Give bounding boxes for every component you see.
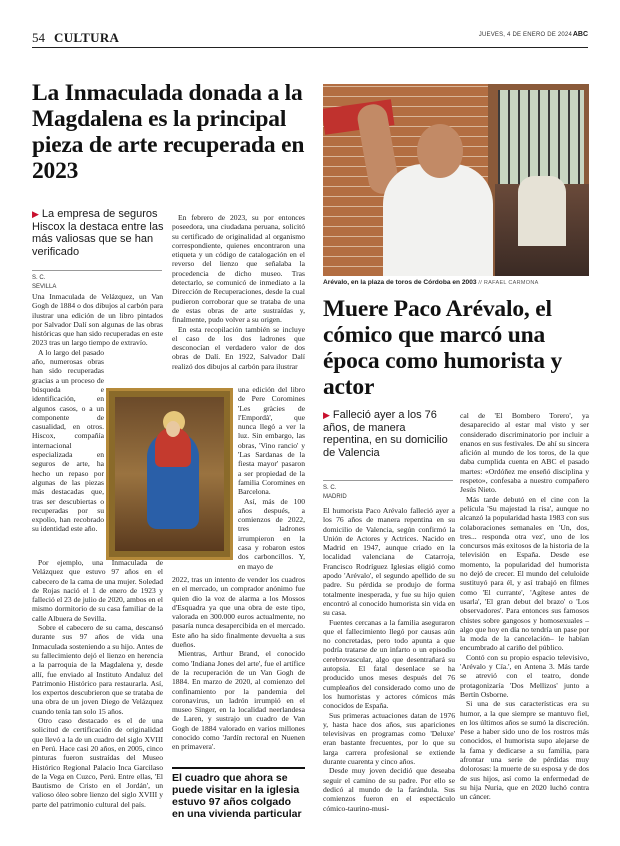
article2-subheadline — [323, 409, 455, 459]
caption-text: Arévalo, en la plaza de toros de Córdoba en 2003 — [323, 279, 477, 286]
inmaculada-painting-image — [106, 388, 233, 560]
paragraph: Sobre el cabecero de su cama, descansó durante sus 97 años de vida una Inmaculada sosteniendo a su hijo. Antes de su fallecimiento dejó el lienzo en herencia a la parroquia de la Magdalena y, desde allí, fue enviado al Instituto Andaluz del Patrimonio Histórico para restaurarla. Así, los expertos descubrieron que se trataba de una obra de un joven Diego de Velázquez cuando tenía tan solo 15 años. — [32, 623, 163, 716]
bullet-triangle-icon: ▶ — [323, 410, 330, 420]
photo-credit: RAFAEL CARMONA — [483, 280, 539, 286]
arevalo-photo-image — [323, 84, 589, 276]
article2-subheadline-text: Falleció ayer a los 76 años, de manera repentina, en su domicilio de Valencia — [323, 409, 448, 459]
article1-column-b — [172, 213, 305, 371]
article2-location: MADRID — [323, 494, 347, 500]
article2-column-d — [460, 411, 589, 801]
article2-author: S. C. — [323, 485, 337, 491]
paragraph: Por ejemplo, una Inmaculada de Velázquez que estuvo 97 años en el cabecero de la cama de una mujer. Soledad de Rojas nació el 1 de enero de 1923 y falleció el 23 de julio de 2020, ambos en el mismo dormitorio de su casa familiar de la calle Albuera de Sevilla. — [32, 558, 163, 623]
paragraph: cal de 'El Bombero Torero', ya desaparecido al estar mal visto y ser considerado discriminatorio por incluir a enanos en sus festivales. De ahí su sincera afición al mundo de los toros, de la que daba cumplida cuenta en ABC el pasado martes: «Ordóñez me enseñó disciplina y respeto», confesaba a nuestro compañero Jesús Nieto. — [460, 411, 589, 495]
article1-column-b2 — [238, 385, 305, 571]
article1-pull-quote: El cuadro que ahora se puede visitar en la iglesia estuvo 97 años colgado en una vivienda particular — [172, 767, 305, 820]
paragraph: Otro caso destacado es el de una solicitud de certificación de originalidad que llevó a la de un cuadro del siglo XVIII en Perú. Hace casi 20 años, en 2005, cinco pinturas fueron sustraídas del Museo Histórico Regional Palacio Inca Garcilaso de la Vega en Cuzco, Perú. Entre ellas, 'El Bautismo de Cristo en el Jordán', un valioso óleo sobre lienzo del siglo XVIII y parte del patrimonio cultural del país. — [32, 716, 163, 809]
paragraph: El humorista Paco Arévalo falleció ayer a los 76 años de manera repentina en su domicilio de Valencia, según confirmó la Unión de Actores y Actrices. Nacido en Madrid en 1947, aunque criado en la localidad valenciana de Catarroja, Francisco Rodríguez Iglesias eligió como apodo 'Arévalo', el segundo apellido de su padre. Su pérdida se produjo de forma totalmente inesperada, y fue su hijo quien encontró al conocido humorista sin vida en su casa. — [323, 506, 455, 618]
painting-canvas — [115, 397, 224, 551]
paragraph: Contó con su propio espacio televisivo, 'Arévalo y Cía.', en Antena 3. Más tarde se atrevió con el teatro, donde protagonizaría 'Dos Mellizos' junto a Bertín Osborne. — [460, 652, 589, 699]
issue-date: JUEVES, 4 DE ENERO DE 2024 — [478, 32, 572, 38]
head-shape — [417, 124, 463, 178]
page-header — [32, 30, 588, 46]
article1-byline — [32, 270, 162, 292]
article1-location: SEVILLA — [32, 284, 57, 290]
article2-byline — [323, 480, 453, 502]
caption-separator: // — [478, 280, 484, 286]
header-rule — [32, 47, 588, 48]
brand-logo: ABC — [572, 31, 588, 38]
article2-column-c — [323, 506, 455, 813]
paragraph: Una Inmaculada de Velázquez, un Van Gogh de 1884 o dos dibujos al carbón para ilustrar una edición de un libro pintados por Salvador Dalí son algunas de las obras históricas que han sido recuperadas en este 2023 tras un largo tiempo de extravío. — [32, 292, 163, 348]
paragraph: Desde muy joven decidió que deseaba seguir el camino de su padre. Por ello se dedicó al mundo de la farándula. Sus comienzos fueron en el espectáculo cómico-taurino-musi- — [323, 766, 455, 813]
paragraph: 2022, tras un intento de vender los cuadros en el mercado, un comprador anónimo fue quien dio la voz de alarma a los Mossos d'Esquadra ya que una obra de este tipo, valorada en 300.000 euros actualmente, no pasaría nunca desapercibida en el mercado. Este año ha sido finalmente devuelta a sus dueños. — [172, 575, 305, 650]
paragraph: A lo largo del pasado año, numerosas obras han sido recuperadas gracias a un proceso de búsqueda e identificación, en algunos casos, o a un componente de casualidad, en otros. Hiscox, compañía internacional especializada en seguros de arte, ha hecho un repaso por algunas de las piezas más destacadas que, tras ser descubiertas o recuperadas por su expolio, han recobrado su identidad este año. — [32, 347, 104, 534]
article1-subheadline — [32, 208, 168, 258]
paragraph: Más tarde debutó en el cine con la película 'Su majestad la risa', aunque no alcanzó la popularidad hasta 1983 con sus colaboraciones semanales en 'Un, dos, tres... responda otra vez', uno de los concursos más exitosos de la historia de la televisión en España. Desde ese momento, la popularidad del humorista no dejó de crecer. El mundo del celuloide sustituyó para él, y así trabajó en filmes como 'El currante', 'Agítese antes de usarla', 'El gran debut del brazo' o 'Los observadores'. Para entonces sus famosos chistes sobre gangosos y homosexuales –algo que hoy en día no tendría un pase por la moda de la cancelación– le habían encumbrado al cariño del público. — [460, 494, 589, 653]
photo-caption — [323, 279, 589, 286]
article1-headline: La Inmaculada donada a la Magdalena es la principal pieza de arte recuperada en 2023 — [32, 80, 305, 184]
paragraph: En febrero de 2023, su por entonces poseedora, una ciudadana peruana, solicitó su certificado de originalidad al organismo correspondiente, quienes encontraron una etiqueta y un código de catalogación en el reverso del lienzo que señalaba la procedencia de dicho museo. Tras detectarlo, se comunicó de inmediato a la Dirección de Recuperaciones, desde la cual pudieron corroborar que se trataba de una de estas obras de arte sustraídas y, finalmente, pudo volver a su origen. — [172, 213, 305, 325]
article1-column-b3 — [172, 575, 305, 752]
bystander-shape — [518, 176, 566, 246]
white-shirt-shape — [383, 164, 493, 276]
paragraph: Así, más de 100 años después, a comienzos de 2022, tres ladrones irrumpieron en la casa y robaron estos dos carboncillos. Y, en mayo de — [238, 496, 305, 571]
paragraph: Mientras, Arthur Brand, el conocido como 'Indiana Jones del arte', fue el artífice de la recuperación de un Van Gogh de 1884. En marzo de 2020, al comienzo del confinamiento por la pandemia del coronavirus, un ladrón irrumpió en el museo Singer, en la localidad neerlandesa de Laren, y sustrajo un cuadro de Van Gogh de 1884 valorado en varios millones conocido como 'Jardín rectoral en Nuenen en primavera'. — [172, 649, 305, 752]
paragraph: En esta recopilación también se incluye el caso de los dos ladrones que desconocían el verdadero valor de dos obras de Dalí. En 1922, Salvador Dalí realizó dos dibujos al carbón para ilustrar — [172, 324, 305, 371]
section-title: CULTURA — [54, 30, 120, 45]
article1-subheadline-text: La empresa de seguros Hiscox la destaca entre las más valiosas que se han verificado — [32, 208, 164, 258]
bullet-triangle-icon: ▶ — [32, 209, 39, 219]
article1-author: S. C. — [32, 275, 46, 281]
page-number: 54 — [32, 30, 45, 45]
paragraph: Si una de sus características era su humor, a la que siempre se mantuvo fiel, en los últimos años se sumó la discreción. Pese a haber sido uno de los rostros más conocidos, el humorista supo alejarse de la fama y dedicarse a su familia, para afrontar una serie de pérdidas muy dolorosas: la muerte de su esposa y de dos de sus hijos, así como la enfermedad de su hija Nuria, que en 2020 luchó contra un cáncer. — [460, 699, 589, 802]
paragraph: Fuentes cercanas a la familia aseguraron que el fallecimiento llegó por causas aún no concretadas, pero todo apunta a que podría tratarse de un infarto o un episodio cerebrovascular, algo que desentrañará su autopsia. El fatal desenlace se ha producido unos meses después del 76 cumpleaños del considerado como uno de los humoristas y actores cómicos más conocidos de España. — [323, 617, 455, 711]
article2-headline: Muere Paco Arévalo, el cómico que marcó una época como humorista y actor — [323, 296, 563, 400]
face-shape — [166, 421, 180, 437]
article1-column-a2 — [32, 558, 163, 809]
paragraph: Sus primeras actuaciones datan de 1976 y, hasta hace dos años, sus apariciones televisivas en programas como 'Deluxe' eran bastante frecuentes, por lo que su larga carrera profesional se extiende durante cuarenta y cinco años. — [323, 710, 455, 767]
paragraph: una edición del libro de Pere Coromines 'Les gràcies de l'Empordà', que nunca llegó a ver la luz. Sin embargo, las obras, 'Vino rancio' y 'Las Sardanas de la fiesta mayor' pasaron a ser propiedad de la familia Coromines en Barcelona. — [238, 385, 305, 497]
